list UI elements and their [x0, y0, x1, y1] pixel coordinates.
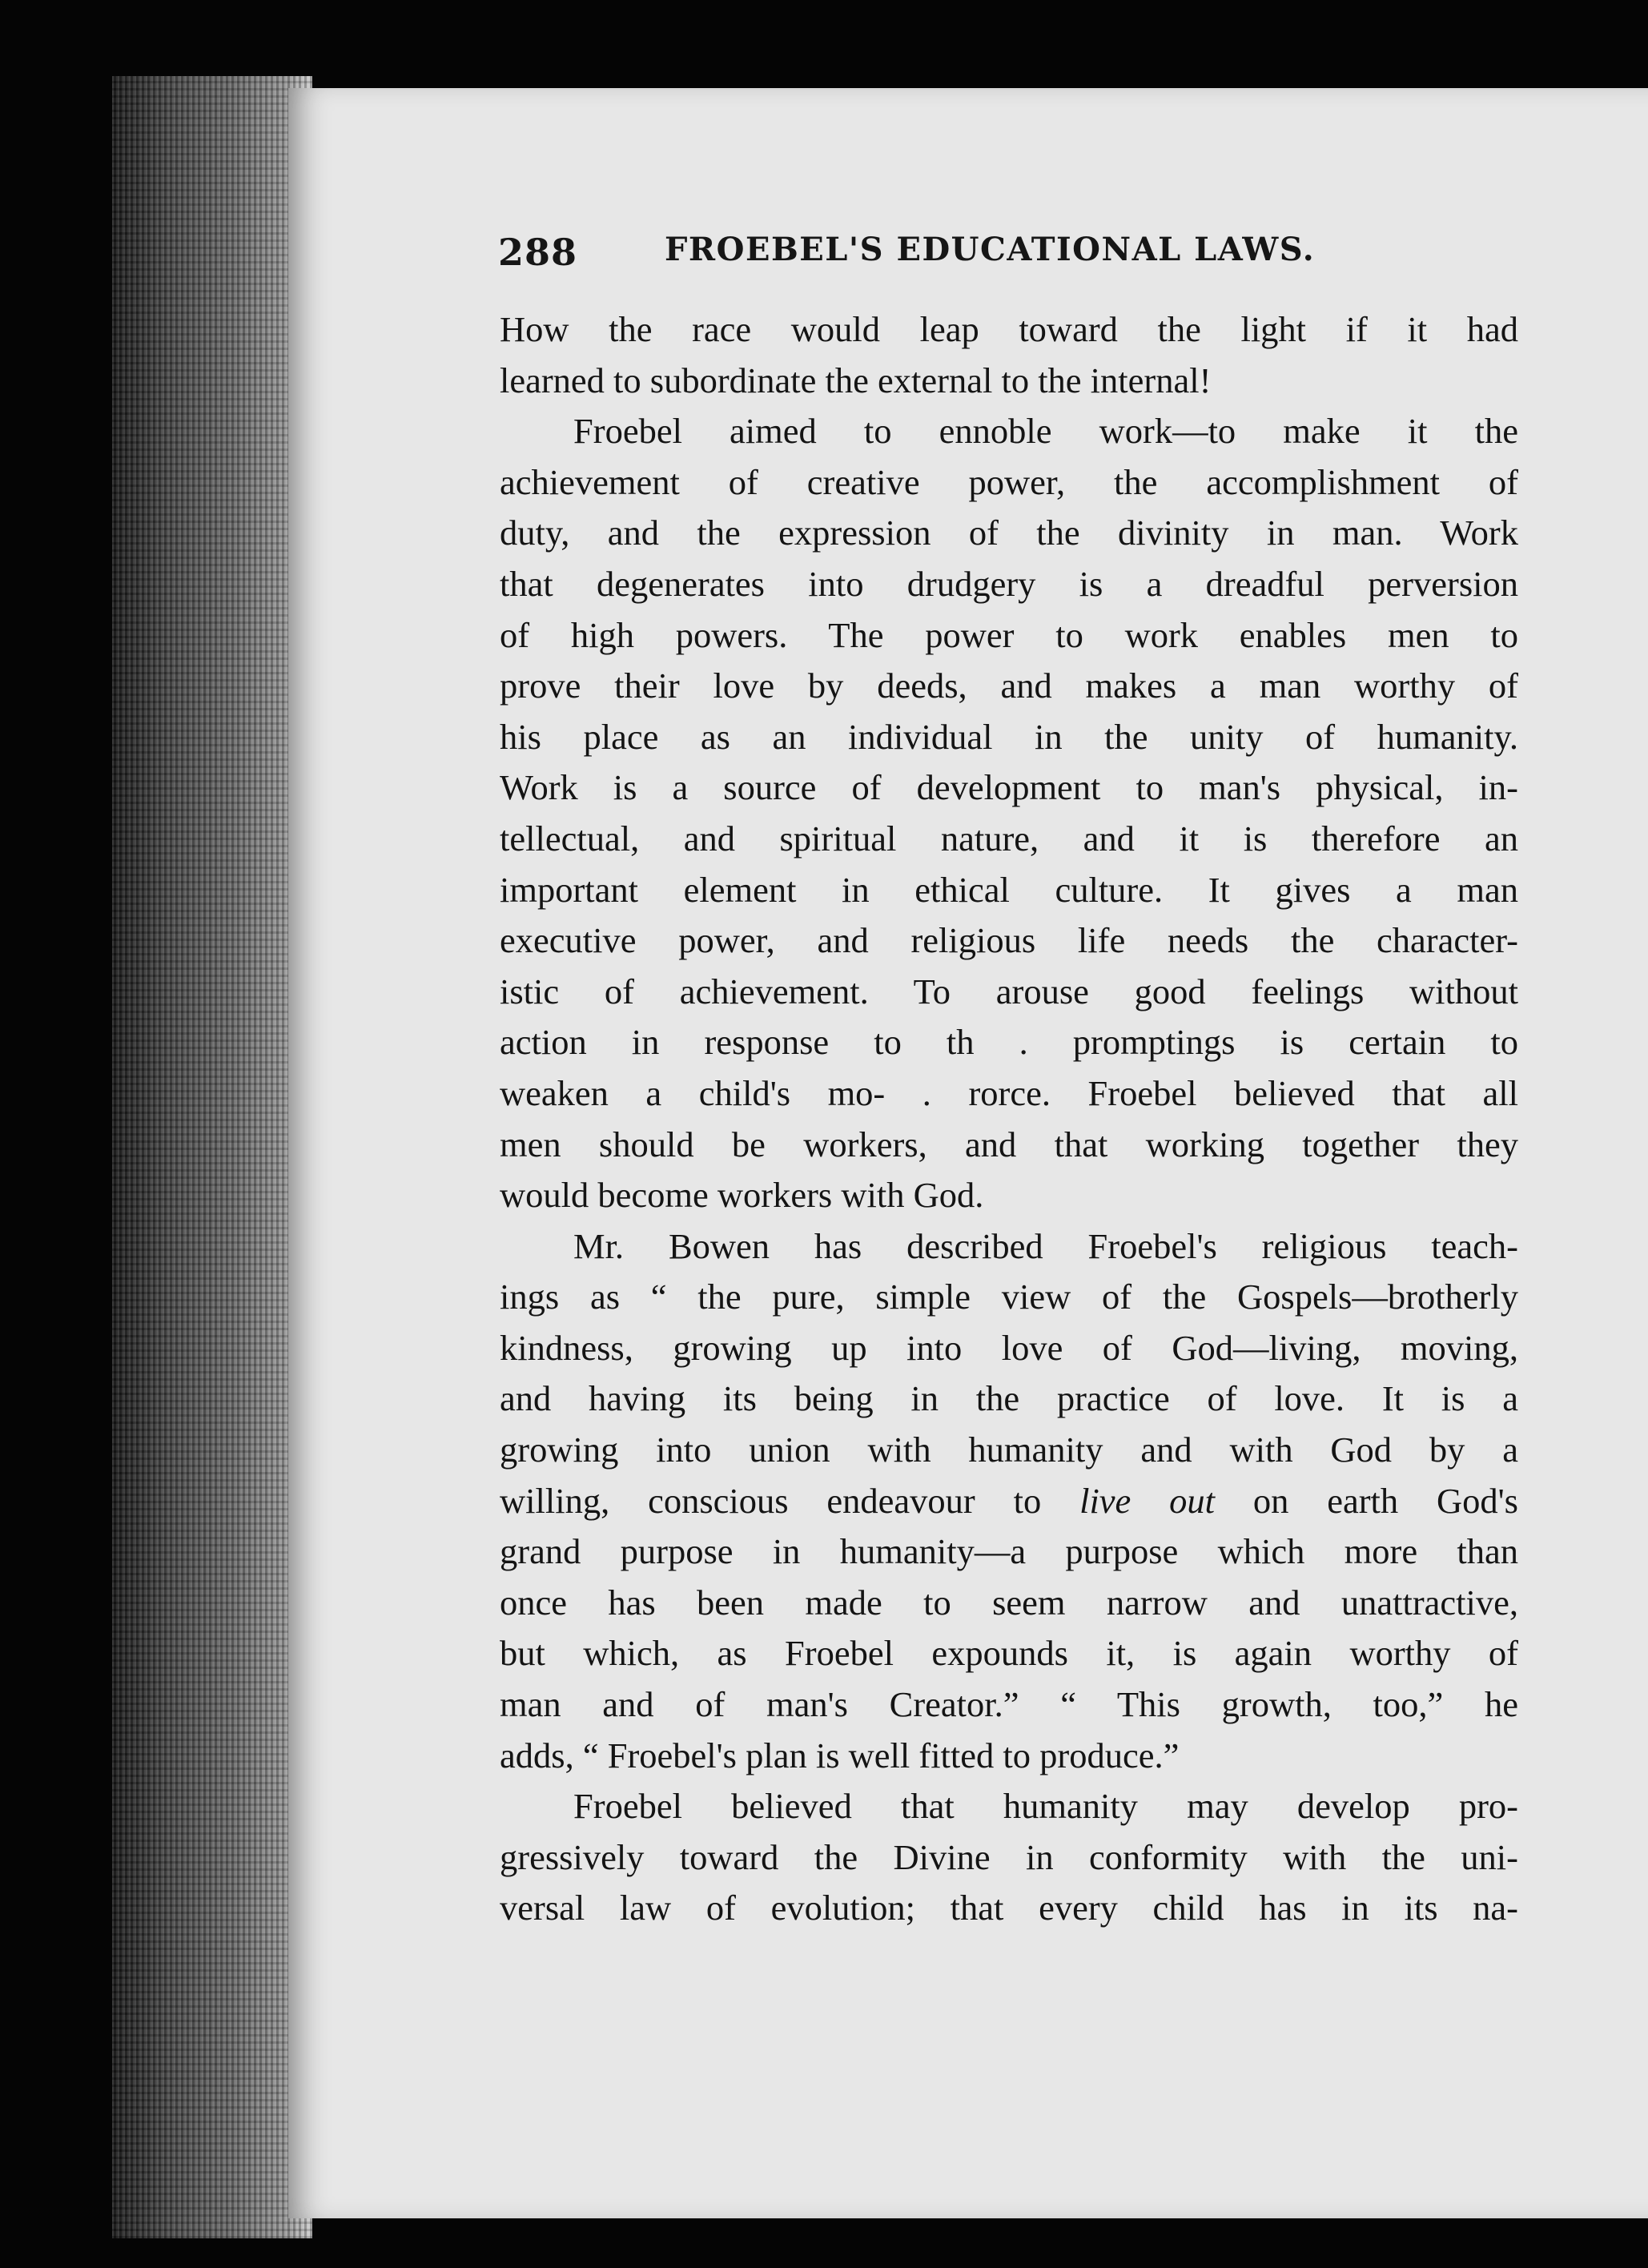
paragraph-4	[500, 1781, 1518, 1934]
text-line: Froebel aimed to ennoble work—to make it the	[573, 411, 1518, 452]
text-line: ings as “ the pure, simple view of the Gospels—brotherly	[500, 1277, 1518, 1317]
text-line: weaken a child's mo- . rorce. Froebel believed that all	[500, 1072, 1518, 1113]
paragraph-1	[500, 304, 1518, 406]
text-line: action in response to th . promptings is certain to	[500, 1022, 1518, 1063]
text-line: of high powers. The power to work enables men to	[500, 614, 1518, 655]
text-run: on earth God's	[1215, 1480, 1518, 1521]
text-line: but which, as Froebel expounds it, is again worthy of	[500, 1633, 1518, 1674]
text-line: men should be workers, and that working together they	[500, 1124, 1518, 1164]
text-line: tellectual, and spiritual nature, and it is therefore an	[500, 818, 1518, 859]
text-line: versal law of evolution; that every child has in its na-	[500, 1888, 1518, 1928]
text-line: would become workers with God.	[500, 1175, 984, 1216]
page-header	[498, 231, 1531, 279]
text-line: achievement of creative power, the accomplishment of	[500, 461, 1518, 502]
text-line: his place as an individual in the unity of humanity.	[500, 716, 1518, 757]
running-head: FROEBEL'S EDUCATIONAL LAWS.	[665, 231, 1316, 268]
paragraph-2	[500, 406, 1518, 1221]
text-line: learned to subordinate the external to the internal!	[500, 360, 1212, 400]
text-line: Froebel believed that humanity may develop pro-	[573, 1786, 1518, 1827]
text-line: growing into union with humanity and with God by a	[500, 1430, 1518, 1470]
text-line: duty, and the expression of the divinity in man. Work	[500, 513, 1518, 553]
paragraph-3	[500, 1221, 1518, 1782]
text-line: grand purpose in humanity—a purpose which more than	[500, 1531, 1518, 1572]
text-line-with-emphasis	[500, 1476, 1518, 1527]
book-spine-edge	[112, 76, 312, 2238]
text-line: and having its being in the practice of love. It is a	[500, 1378, 1518, 1419]
text-line: Mr. Bowen has described Froebel's religious teach-	[573, 1225, 1518, 1266]
text-line: important element in ethical culture. It gives a man	[500, 869, 1518, 910]
text-line: How the race would leap toward the light if it had	[500, 309, 1518, 349]
text-line: executive power, and religious life needs the character-	[500, 920, 1518, 961]
text-line: once has been made to seem narrow and unattractive,	[500, 1582, 1518, 1623]
emphasis-text: live out	[1079, 1480, 1216, 1521]
text-line: gressively toward the Divine in conformity with the uni-	[500, 1836, 1518, 1877]
text-line: man and of man's Creator.” “ This growth, too,” he	[500, 1684, 1518, 1725]
text-line: kindness, growing up into love of God—living, moving,	[500, 1327, 1518, 1368]
text-line: that degenerates into drudgery is a dreadful perversion	[500, 563, 1518, 604]
text-line: istic of achievement. To arouse good feelings without	[500, 971, 1518, 1011]
text-line: adds, “ Froebel's plan is well fitted to produce.”	[500, 1735, 1180, 1775]
body-text	[500, 304, 1518, 1934]
text-line: prove their love by deeds, and makes a man worthy of	[500, 666, 1518, 706]
text-run: willing, conscious endeavour to	[500, 1480, 1080, 1521]
page-number: 288	[498, 231, 578, 274]
text-line: Work is a source of development to man's physical, in-	[500, 767, 1518, 808]
